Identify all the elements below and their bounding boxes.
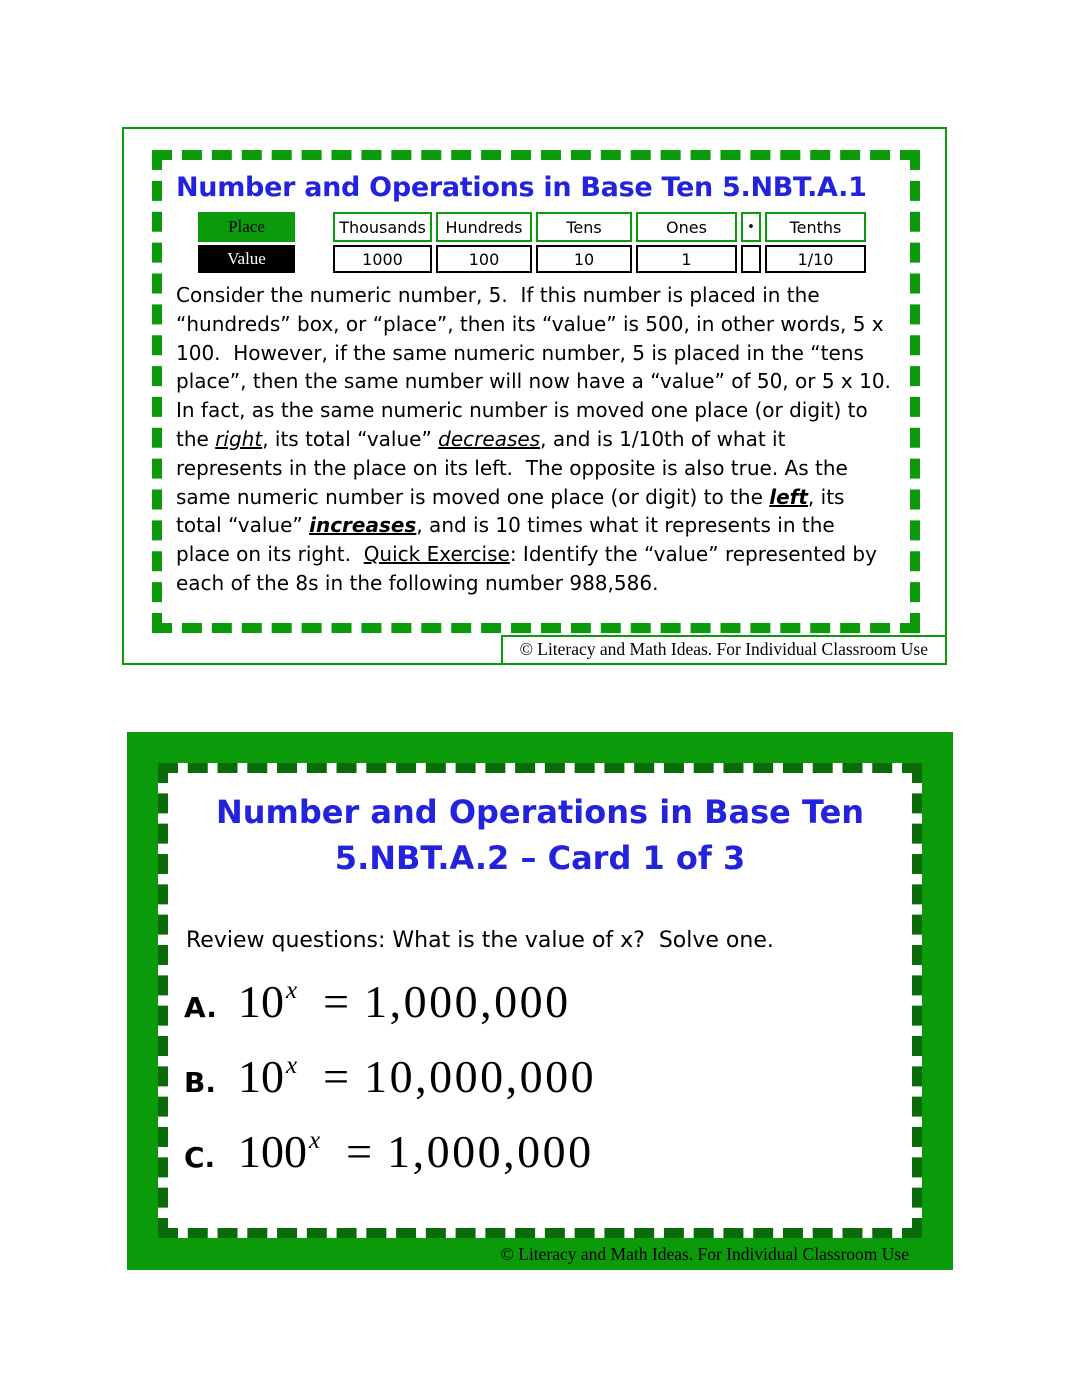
value-cell: 100 [436,245,532,273]
value-row-label: Value [198,245,295,273]
equation [238,975,571,1028]
equation-option [184,975,900,1028]
paragraph-segment: Consider the numeric number, 5. If this number is placed in the “hundreds” box, or “place”, then its “value” is 500, in other words, 5 x 100. However, if the same numeric number, 5 is placed in the “tens place”, then the same number will now have a “value” of 50, or 5 x 10. In fact, as the same numeric number is moved one place (or digit) to the [176,283,898,451]
equation-base: 10 [238,1050,284,1102]
option-label: A. [184,990,217,1024]
card2-prompt: Review questions: What is the value of x? Solve one. [186,927,774,953]
table-gap [295,245,333,273]
card-5nbta2 [127,732,953,1270]
card2-panel [158,763,922,1238]
place-value-table [198,212,894,273]
equation-equals: = [323,1050,350,1102]
card1-dashed-frame [152,150,920,633]
card1-title: Number and Operations in Base Ten 5.NBT.A.1 [176,172,867,203]
paragraph-segment: left [769,484,808,509]
paragraph-segment: , and is 1/10th of what it represents in the place on its left. The opposite is also true. As the same numeric number is moved one place (or digit) to the [176,426,855,509]
card1-copyright: © Literacy and Math Ideas. For Individual Classroom Use [501,635,947,665]
equation-result: 1,000,000 [387,1125,594,1177]
paragraph-segment: , its total “value” [176,484,851,538]
place-row-cells [333,212,866,242]
card-5nbta1 [122,127,947,665]
value-cell: 1000 [333,245,432,273]
card2-options [184,975,900,1178]
value-row [198,245,894,273]
value-row-cells [333,245,866,273]
place-row-label: Place [198,212,295,242]
paragraph-segment: decreases [438,426,541,451]
card2-title-line1: Number and Operations in Base Ten [215,793,865,831]
equation [238,1050,596,1103]
place-cell: Ones [636,212,737,242]
equation-equals: = [323,975,350,1027]
value-cell [741,245,761,273]
place-cell: Tens [536,212,632,242]
value-cell: 1 [636,245,737,273]
card2-title [180,789,900,882]
value-cell: 1/10 [765,245,866,273]
equation-option [184,1050,900,1103]
paragraph-segment: right [215,426,263,451]
option-label: B. [184,1065,216,1099]
paragraph-segment: Quick Exercise [363,542,510,567]
paragraph-segment: , and is 10 times what it represents in the place on its right. [176,513,842,567]
equation-equals: = [346,1125,373,1177]
table-gap [295,212,333,242]
equation [238,1125,594,1178]
card2-copyright: © Literacy and Math Ideas. For Individual Classroom Use [500,1244,909,1264]
paragraph-segment: : Identify the “value” represented by each of the 8s in the following number 988,586. [176,542,884,595]
place-row [198,212,894,242]
paragraph-segment: , its total “value” [262,426,439,451]
equation-exponent: x [286,976,298,1004]
place-cell: Hundreds [436,212,532,242]
card1-paragraph [176,281,898,598]
place-cell: Tenths [765,212,866,242]
paragraph-segment: increases [309,513,417,538]
place-cell: • [741,212,761,242]
option-label: C. [184,1140,216,1174]
place-cell: Thousands [333,212,432,242]
equation-result: 1,000,000 [364,975,571,1027]
equation-exponent: x [286,1051,298,1079]
card2-title-line2: 5.NBT.A.2 – Card 1 of 3 [334,839,746,878]
equation-base: 10 [238,975,284,1027]
equation-option [184,1125,900,1178]
value-cell: 10 [536,245,632,273]
equation-exponent: x [309,1126,321,1154]
equation-base: 100 [238,1125,307,1177]
equation-result: 10,000,000 [364,1050,597,1102]
